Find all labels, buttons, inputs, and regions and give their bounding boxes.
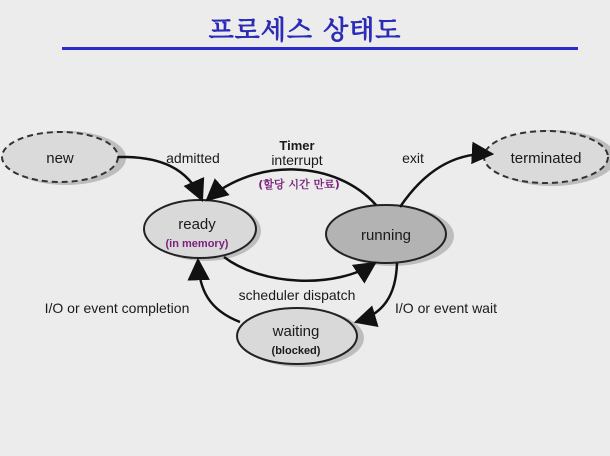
waiting-state-label: waiting (272, 323, 320, 340)
admitted-label: admitted (166, 150, 220, 166)
running-state-label: running (360, 227, 412, 244)
io-wait-arrow (356, 263, 397, 322)
io-wait-label: I/O or event wait (395, 300, 497, 316)
new-state-label: new (46, 150, 74, 167)
io-completion-label: I/O or event completion (44, 300, 190, 316)
waiting-state-sublabel: (blocked) (271, 345, 321, 357)
scheduler-dispatch-arrow (224, 257, 375, 281)
exit-label: exit (402, 150, 424, 166)
scheduler-dispatch-label: scheduler dispatch (238, 287, 356, 303)
timer-title-label: Timer (279, 138, 315, 153)
io-completion-arrow (198, 260, 240, 322)
terminated-state-label: terminated (510, 150, 582, 167)
page-title: 프로세스 상태도 (208, 16, 402, 46)
ready-state-label: ready (178, 216, 216, 233)
ready-state-sublabel: (in memory) (165, 238, 229, 250)
timer-interrupt-label: interrupt (271, 152, 323, 168)
timer-korean-label: (할당 시간 만료) (258, 178, 340, 191)
